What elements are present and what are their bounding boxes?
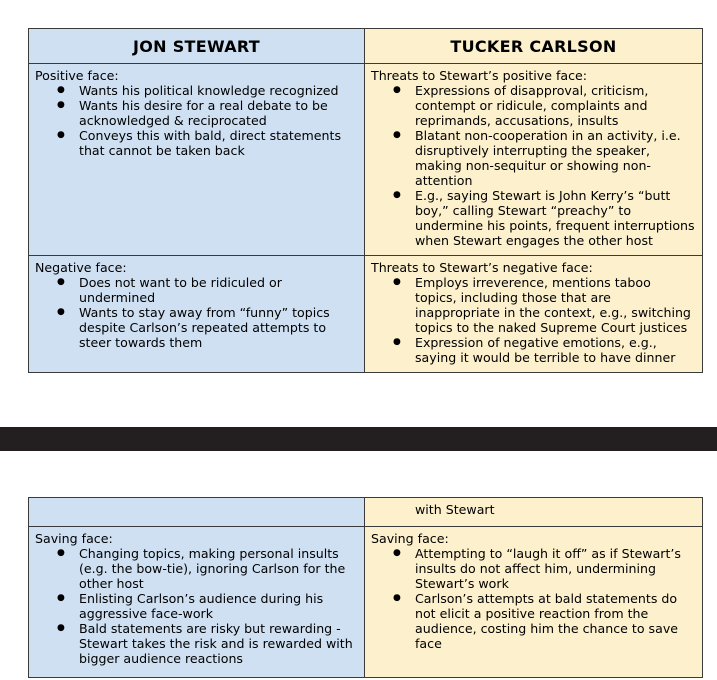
list-item: ● Wants to stay away from “funny” topics despite Carlson’s repeated attempts to steer towards them: [79, 305, 358, 350]
list-item: ● E.g., saying Stewart is John Kerry’s “butt boy,” calling Stewart “preachy” to undermine his points, frequent interruptions when Stewart engages the other host: [415, 188, 696, 248]
list-item: ● Attempting to “laugh it off” as if Stewart’s insults do not affect him, undermining Stewart’s work: [415, 546, 696, 591]
list-item: ● Blatant non-cooperation in an activity, i.e. disruptively interrupting the speaker, making non-sequitur or showing non-attention: [415, 128, 696, 188]
section-label: Saving face:: [35, 531, 113, 546]
cell-stewart-positive-face: [29, 64, 365, 256]
section-label: Negative face:: [35, 260, 127, 275]
list-item: ● Expression of negative emotions, e.g., saying it would be terrible to have dinner: [415, 335, 696, 365]
section-label: Saving face:: [371, 531, 449, 546]
bullet-list: [35, 83, 358, 158]
header-tucker-carlson: TUCKER CARLSON: [365, 29, 703, 64]
bullet-list: [371, 275, 696, 365]
list-item: ● Does not want to be ridiculed or undermined: [79, 275, 358, 305]
bullet-list: [371, 83, 696, 248]
section-label: Threats to Stewart’s positive face:: [371, 68, 588, 83]
face-comparison-table-continued: [28, 497, 703, 678]
table-row-continuation: [29, 498, 703, 527]
section-label: Threats to Stewart’s negative face:: [371, 260, 593, 275]
list-item: ● Wants his political knowledge recognized: [79, 83, 358, 98]
cell-carlson-saving-face: [365, 527, 703, 678]
list-item: ● Expressions of disapproval, criticism, contempt or ridicule, complaints and reprimands, accusations, insults: [415, 83, 696, 128]
list-item: ● Conveys this with bald, direct statements that cannot be taken back: [79, 128, 358, 158]
header-jon-stewart: JON STEWART: [29, 29, 365, 64]
cell-carlson-continuation: with Stewart: [365, 498, 703, 527]
table-header-row: [29, 29, 703, 64]
page-break-band: [0, 427, 717, 451]
cell-stewart-saving-face: [29, 527, 365, 678]
list-item: ● Changing topics, making personal insults (e.g. the bow-tie), ignoring Carlson for the other host: [79, 546, 358, 591]
list-item: ● Enlisting Carlson’s audience during his aggressive face-work: [79, 591, 358, 621]
table-row-negative-face: [29, 256, 703, 373]
bullet-list: [35, 275, 358, 350]
face-comparison-table: [28, 28, 703, 373]
cell-stewart-negative-face: [29, 256, 365, 373]
list-item: ● Employs irreverence, mentions taboo topics, including those that are inappropriate in the context, e.g., switching topics to the naked Supreme Court justices: [415, 275, 696, 335]
bullet-list: [371, 546, 696, 651]
list-item: ● Bald statements are risky but rewarding - Stewart takes the risk and is rewarded with bigger audience reactions: [79, 621, 358, 666]
table-row-positive-face: [29, 64, 703, 256]
table-row-saving-face: [29, 527, 703, 678]
cell-stewart-continuation: [29, 498, 365, 527]
cell-carlson-negative-face-threats: [365, 256, 703, 373]
cell-carlson-positive-face-threats: [365, 64, 703, 256]
section-label: Positive face:: [35, 68, 119, 83]
bullet-list: [35, 546, 358, 666]
list-item: ● Wants his desire for a real debate to be acknowledged & reciprocated: [79, 98, 358, 128]
list-item: ● Carlson’s attempts at bald statements do not elicit a positive reaction from the audience, costing him the chance to save face: [415, 591, 696, 651]
